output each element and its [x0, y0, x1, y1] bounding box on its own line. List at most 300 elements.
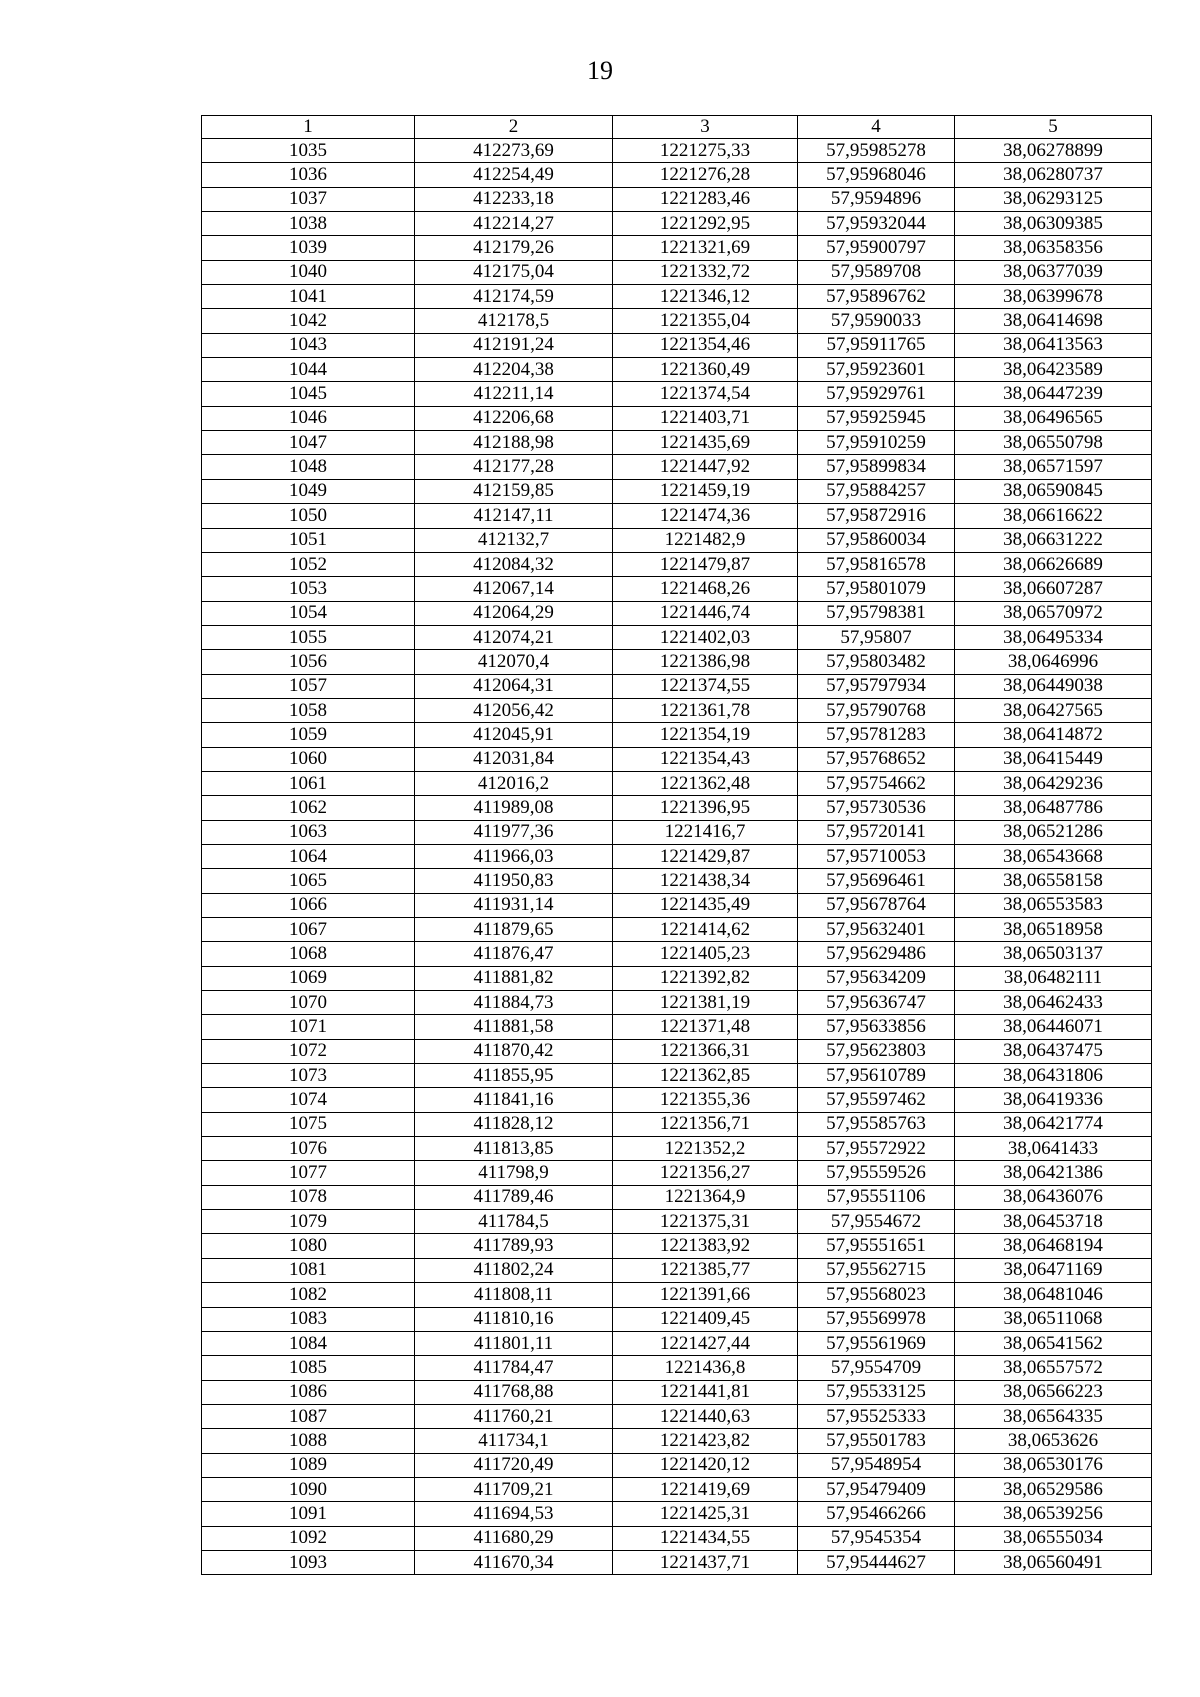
point-number-cell: 1058 [202, 698, 415, 722]
point-number-cell: 1077 [202, 1161, 415, 1185]
latitude-cell: 57,95561969 [798, 1331, 955, 1355]
point-number-cell: 1047 [202, 431, 415, 455]
longitude-cell: 38,06495334 [955, 625, 1152, 649]
latitude-cell: 57,95730536 [798, 796, 955, 820]
table-row [202, 1477, 1152, 1501]
latitude-cell: 57,95798381 [798, 601, 955, 625]
table-row [202, 820, 1152, 844]
table-row [202, 1210, 1152, 1234]
x-coordinate-cell: 411876,47 [415, 942, 613, 966]
point-number-cell: 1081 [202, 1258, 415, 1282]
table-row [202, 1429, 1152, 1453]
table-row [202, 431, 1152, 455]
point-number-cell: 1086 [202, 1380, 415, 1404]
table-row [202, 212, 1152, 236]
longitude-cell: 38,06539256 [955, 1502, 1152, 1526]
x-coordinate-cell: 411801,11 [415, 1331, 613, 1355]
y-coordinate-cell: 1221355,36 [613, 1088, 798, 1112]
latitude-cell: 57,95872916 [798, 504, 955, 528]
latitude-cell: 57,95696461 [798, 869, 955, 893]
table-row [202, 674, 1152, 698]
x-coordinate-cell: 412031,84 [415, 747, 613, 771]
longitude-cell: 38,06553583 [955, 893, 1152, 917]
coordinates-table [201, 115, 1152, 1575]
point-number-cell: 1084 [202, 1331, 415, 1355]
longitude-cell: 38,06482111 [955, 966, 1152, 990]
point-number-cell: 1073 [202, 1064, 415, 1088]
column-header: 4 [798, 116, 955, 139]
longitude-cell: 38,06421386 [955, 1161, 1152, 1185]
table-row [202, 1015, 1152, 1039]
y-coordinate-cell: 1221356,71 [613, 1112, 798, 1136]
table-row [202, 1404, 1152, 1428]
point-number-cell: 1078 [202, 1185, 415, 1209]
point-number-cell: 1061 [202, 771, 415, 795]
point-number-cell: 1045 [202, 382, 415, 406]
y-coordinate-cell: 1221403,71 [613, 406, 798, 430]
point-number-cell: 1072 [202, 1039, 415, 1063]
latitude-cell: 57,95551106 [798, 1185, 955, 1209]
y-coordinate-cell: 1221437,71 [613, 1550, 798, 1574]
table-row [202, 796, 1152, 820]
column-header: 5 [955, 116, 1152, 139]
latitude-cell: 57,95803482 [798, 650, 955, 674]
x-coordinate-cell: 411670,34 [415, 1550, 613, 1574]
latitude-cell: 57,95720141 [798, 820, 955, 844]
point-number-cell: 1087 [202, 1404, 415, 1428]
latitude-cell: 57,95896762 [798, 285, 955, 309]
table-row [202, 285, 1152, 309]
longitude-cell: 38,06590845 [955, 479, 1152, 503]
point-number-cell: 1071 [202, 1015, 415, 1039]
point-number-cell: 1068 [202, 942, 415, 966]
x-coordinate-cell: 411855,95 [415, 1064, 613, 1088]
table-row [202, 358, 1152, 382]
point-number-cell: 1092 [202, 1526, 415, 1550]
point-number-cell: 1043 [202, 333, 415, 357]
table-row [202, 942, 1152, 966]
x-coordinate-cell: 411931,14 [415, 893, 613, 917]
y-coordinate-cell: 1221392,82 [613, 966, 798, 990]
latitude-cell: 57,95479409 [798, 1477, 955, 1501]
latitude-cell: 57,95610789 [798, 1064, 955, 1088]
y-coordinate-cell: 1221383,92 [613, 1234, 798, 1258]
longitude-cell: 38,06423589 [955, 358, 1152, 382]
longitude-cell: 38,06530176 [955, 1453, 1152, 1477]
point-number-cell: 1070 [202, 991, 415, 1015]
x-coordinate-cell: 412067,14 [415, 577, 613, 601]
x-coordinate-cell: 412016,2 [415, 771, 613, 795]
longitude-cell: 38,0641433 [955, 1137, 1152, 1161]
longitude-cell: 38,06415449 [955, 747, 1152, 771]
y-coordinate-cell: 1221354,19 [613, 723, 798, 747]
x-coordinate-cell: 411881,58 [415, 1015, 613, 1039]
point-number-cell: 1080 [202, 1234, 415, 1258]
column-header: 1 [202, 116, 415, 139]
latitude-cell: 57,9554672 [798, 1210, 955, 1234]
point-number-cell: 1062 [202, 796, 415, 820]
latitude-cell: 57,95585763 [798, 1112, 955, 1136]
y-coordinate-cell: 1221364,9 [613, 1185, 798, 1209]
table-row [202, 382, 1152, 406]
y-coordinate-cell: 1221375,31 [613, 1210, 798, 1234]
y-coordinate-cell: 1221354,43 [613, 747, 798, 771]
y-coordinate-cell: 1221385,77 [613, 1258, 798, 1282]
longitude-cell: 38,06446071 [955, 1015, 1152, 1039]
table-row [202, 528, 1152, 552]
point-number-cell: 1074 [202, 1088, 415, 1112]
latitude-cell: 57,95634209 [798, 966, 955, 990]
longitude-cell: 38,06557572 [955, 1356, 1152, 1380]
x-coordinate-cell: 411784,5 [415, 1210, 613, 1234]
longitude-cell: 38,06421774 [955, 1112, 1152, 1136]
longitude-cell: 38,0646996 [955, 650, 1152, 674]
longitude-cell: 38,06436076 [955, 1185, 1152, 1209]
latitude-cell: 57,95636747 [798, 991, 955, 1015]
longitude-cell: 38,06413563 [955, 333, 1152, 357]
longitude-cell: 38,06414872 [955, 723, 1152, 747]
longitude-cell: 38,06616622 [955, 504, 1152, 528]
latitude-cell: 57,95623803 [798, 1039, 955, 1063]
longitude-cell: 38,06309385 [955, 212, 1152, 236]
table-row [202, 844, 1152, 868]
point-number-cell: 1048 [202, 455, 415, 479]
latitude-cell: 57,95781283 [798, 723, 955, 747]
table-row [202, 1064, 1152, 1088]
longitude-cell: 38,06449038 [955, 674, 1152, 698]
column-header: 3 [613, 116, 798, 139]
latitude-cell: 57,95533125 [798, 1380, 955, 1404]
x-coordinate-cell: 412206,68 [415, 406, 613, 430]
latitude-cell: 57,95807 [798, 625, 955, 649]
table-row [202, 406, 1152, 430]
table-row [202, 260, 1152, 284]
point-number-cell: 1038 [202, 212, 415, 236]
latitude-cell: 57,95444627 [798, 1550, 955, 1574]
x-coordinate-cell: 411784,47 [415, 1356, 613, 1380]
longitude-cell: 38,06471169 [955, 1258, 1152, 1282]
x-coordinate-cell: 411760,21 [415, 1404, 613, 1428]
x-coordinate-cell: 412214,27 [415, 212, 613, 236]
x-coordinate-cell: 411734,1 [415, 1429, 613, 1453]
x-coordinate-cell: 412178,5 [415, 309, 613, 333]
table-row [202, 333, 1152, 357]
latitude-cell: 57,95860034 [798, 528, 955, 552]
x-coordinate-cell: 411841,16 [415, 1088, 613, 1112]
y-coordinate-cell: 1221420,12 [613, 1453, 798, 1477]
point-number-cell: 1050 [202, 504, 415, 528]
table-row [202, 1502, 1152, 1526]
longitude-cell: 38,06278899 [955, 139, 1152, 163]
y-coordinate-cell: 1221391,66 [613, 1283, 798, 1307]
point-number-cell: 1054 [202, 601, 415, 625]
x-coordinate-cell: 412064,31 [415, 674, 613, 698]
point-number-cell: 1064 [202, 844, 415, 868]
x-coordinate-cell: 411789,93 [415, 1234, 613, 1258]
y-coordinate-cell: 1221482,9 [613, 528, 798, 552]
y-coordinate-cell: 1221354,46 [613, 333, 798, 357]
longitude-cell: 38,06529586 [955, 1477, 1152, 1501]
y-coordinate-cell: 1221356,27 [613, 1161, 798, 1185]
latitude-cell: 57,95968046 [798, 163, 955, 187]
y-coordinate-cell: 1221362,85 [613, 1064, 798, 1088]
latitude-cell: 57,9594896 [798, 187, 955, 211]
x-coordinate-cell: 412056,42 [415, 698, 613, 722]
latitude-cell: 57,95572922 [798, 1137, 955, 1161]
longitude-cell: 38,06541562 [955, 1331, 1152, 1355]
x-coordinate-cell: 411966,03 [415, 844, 613, 868]
table-row [202, 455, 1152, 479]
longitude-cell: 38,06414698 [955, 309, 1152, 333]
x-coordinate-cell: 412191,24 [415, 333, 613, 357]
point-number-cell: 1091 [202, 1502, 415, 1526]
longitude-cell: 38,06570972 [955, 601, 1152, 625]
longitude-cell: 38,06518958 [955, 918, 1152, 942]
table-row [202, 1307, 1152, 1331]
latitude-cell: 57,95629486 [798, 942, 955, 966]
table-row [202, 1283, 1152, 1307]
y-coordinate-cell: 1221275,33 [613, 139, 798, 163]
y-coordinate-cell: 1221396,95 [613, 796, 798, 820]
x-coordinate-cell: 411950,83 [415, 869, 613, 893]
table-row [202, 1550, 1152, 1574]
x-coordinate-cell: 412211,14 [415, 382, 613, 406]
longitude-cell: 38,06293125 [955, 187, 1152, 211]
longitude-cell: 38,06431806 [955, 1064, 1152, 1088]
point-number-cell: 1036 [202, 163, 415, 187]
latitude-cell: 57,95466266 [798, 1502, 955, 1526]
longitude-cell: 38,06543668 [955, 844, 1152, 868]
longitude-cell: 38,06427565 [955, 698, 1152, 722]
y-coordinate-cell: 1221435,49 [613, 893, 798, 917]
x-coordinate-cell: 411768,88 [415, 1380, 613, 1404]
x-coordinate-cell: 411884,73 [415, 991, 613, 1015]
y-coordinate-cell: 1221355,04 [613, 309, 798, 333]
longitude-cell: 38,06481046 [955, 1283, 1152, 1307]
x-coordinate-cell: 412084,32 [415, 552, 613, 576]
latitude-cell: 57,9545354 [798, 1526, 955, 1550]
point-number-cell: 1069 [202, 966, 415, 990]
table-row [202, 1112, 1152, 1136]
point-number-cell: 1075 [202, 1112, 415, 1136]
point-number-cell: 1053 [202, 577, 415, 601]
latitude-cell: 57,95562715 [798, 1258, 955, 1282]
latitude-cell: 57,9554709 [798, 1356, 955, 1380]
latitude-cell: 57,95710053 [798, 844, 955, 868]
x-coordinate-cell: 412233,18 [415, 187, 613, 211]
point-number-cell: 1059 [202, 723, 415, 747]
point-number-cell: 1051 [202, 528, 415, 552]
longitude-cell: 38,06555034 [955, 1526, 1152, 1550]
y-coordinate-cell: 1221441,81 [613, 1380, 798, 1404]
y-coordinate-cell: 1221346,12 [613, 285, 798, 309]
x-coordinate-cell: 412064,29 [415, 601, 613, 625]
table-row [202, 1453, 1152, 1477]
table-row [202, 552, 1152, 576]
y-coordinate-cell: 1221374,54 [613, 382, 798, 406]
point-number-cell: 1082 [202, 1283, 415, 1307]
table-header-row [202, 116, 1152, 139]
y-coordinate-cell: 1221352,2 [613, 1137, 798, 1161]
y-coordinate-cell: 1221321,69 [613, 236, 798, 260]
latitude-cell: 57,95932044 [798, 212, 955, 236]
x-coordinate-cell: 412159,85 [415, 479, 613, 503]
page-number: 19 [587, 56, 613, 85]
y-coordinate-cell: 1221405,23 [613, 942, 798, 966]
table-row [202, 918, 1152, 942]
table-row [202, 698, 1152, 722]
table-row [202, 504, 1152, 528]
x-coordinate-cell: 412273,69 [415, 139, 613, 163]
y-coordinate-cell: 1221436,8 [613, 1356, 798, 1380]
x-coordinate-cell: 411810,16 [415, 1307, 613, 1331]
point-number-cell: 1089 [202, 1453, 415, 1477]
table-row [202, 723, 1152, 747]
latitude-cell: 57,95551651 [798, 1234, 955, 1258]
table-row [202, 163, 1152, 187]
latitude-cell: 57,95816578 [798, 552, 955, 576]
point-number-cell: 1056 [202, 650, 415, 674]
table-row [202, 625, 1152, 649]
latitude-cell: 57,95790768 [798, 698, 955, 722]
point-number-cell: 1063 [202, 820, 415, 844]
table-row [202, 577, 1152, 601]
point-number-cell: 1055 [202, 625, 415, 649]
y-coordinate-cell: 1221366,31 [613, 1039, 798, 1063]
point-number-cell: 1052 [202, 552, 415, 576]
latitude-cell: 57,95900797 [798, 236, 955, 260]
x-coordinate-cell: 412074,21 [415, 625, 613, 649]
point-number-cell: 1065 [202, 869, 415, 893]
longitude-cell: 38,06631222 [955, 528, 1152, 552]
y-coordinate-cell: 1221427,44 [613, 1331, 798, 1355]
longitude-cell: 38,06564335 [955, 1404, 1152, 1428]
latitude-cell: 57,95910259 [798, 431, 955, 455]
table-row [202, 309, 1152, 333]
table-row [202, 1185, 1152, 1209]
y-coordinate-cell: 1221479,87 [613, 552, 798, 576]
table-row [202, 1137, 1152, 1161]
latitude-cell: 57,95884257 [798, 479, 955, 503]
latitude-cell: 57,95923601 [798, 358, 955, 382]
latitude-cell: 57,95568023 [798, 1283, 955, 1307]
longitude-cell: 38,06462433 [955, 991, 1152, 1015]
point-number-cell: 1060 [202, 747, 415, 771]
x-coordinate-cell: 412175,04 [415, 260, 613, 284]
longitude-cell: 38,06280737 [955, 163, 1152, 187]
x-coordinate-cell: 412188,98 [415, 431, 613, 455]
x-coordinate-cell: 411870,42 [415, 1039, 613, 1063]
latitude-cell: 57,95911765 [798, 333, 955, 357]
point-number-cell: 1076 [202, 1137, 415, 1161]
longitude-cell: 38,06377039 [955, 260, 1152, 284]
latitude-cell: 57,95525333 [798, 1404, 955, 1428]
x-coordinate-cell: 411828,12 [415, 1112, 613, 1136]
x-coordinate-cell: 412174,59 [415, 285, 613, 309]
point-number-cell: 1066 [202, 893, 415, 917]
longitude-cell: 38,06503137 [955, 942, 1152, 966]
longitude-cell: 38,06429236 [955, 771, 1152, 795]
point-number-cell: 1037 [202, 187, 415, 211]
longitude-cell: 38,06419336 [955, 1088, 1152, 1112]
longitude-cell: 38,06566223 [955, 1380, 1152, 1404]
point-number-cell: 1079 [202, 1210, 415, 1234]
point-number-cell: 1085 [202, 1356, 415, 1380]
table-row [202, 1331, 1152, 1355]
y-coordinate-cell: 1221429,87 [613, 844, 798, 868]
point-number-cell: 1040 [202, 260, 415, 284]
point-number-cell: 1049 [202, 479, 415, 503]
table-row [202, 1356, 1152, 1380]
x-coordinate-cell: 411709,21 [415, 1477, 613, 1501]
y-coordinate-cell: 1221371,48 [613, 1015, 798, 1039]
table-row [202, 187, 1152, 211]
latitude-cell: 57,95633856 [798, 1015, 955, 1039]
column-header: 2 [415, 116, 613, 139]
point-number-cell: 1041 [202, 285, 415, 309]
table-row [202, 139, 1152, 163]
longitude-cell: 38,06468194 [955, 1234, 1152, 1258]
table-row [202, 479, 1152, 503]
point-number-cell: 1035 [202, 139, 415, 163]
point-number-cell: 1067 [202, 918, 415, 942]
latitude-cell: 57,9589708 [798, 260, 955, 284]
x-coordinate-cell: 411789,46 [415, 1185, 613, 1209]
x-coordinate-cell: 411881,82 [415, 966, 613, 990]
table-row [202, 1380, 1152, 1404]
longitude-cell: 38,06626689 [955, 552, 1152, 576]
latitude-cell: 57,95559526 [798, 1161, 955, 1185]
x-coordinate-cell: 412204,38 [415, 358, 613, 382]
y-coordinate-cell: 1221440,63 [613, 1404, 798, 1428]
table-row [202, 966, 1152, 990]
y-coordinate-cell: 1221360,49 [613, 358, 798, 382]
y-coordinate-cell: 1221292,95 [613, 212, 798, 236]
x-coordinate-cell: 412070,4 [415, 650, 613, 674]
latitude-cell: 57,95985278 [798, 139, 955, 163]
y-coordinate-cell: 1221276,28 [613, 163, 798, 187]
x-coordinate-cell: 411808,11 [415, 1283, 613, 1307]
table-row [202, 1234, 1152, 1258]
point-number-cell: 1088 [202, 1429, 415, 1453]
longitude-cell: 38,06399678 [955, 285, 1152, 309]
table-body [202, 139, 1152, 1575]
point-number-cell: 1090 [202, 1477, 415, 1501]
latitude-cell: 57,95768652 [798, 747, 955, 771]
y-coordinate-cell: 1221332,72 [613, 260, 798, 284]
table-row [202, 236, 1152, 260]
latitude-cell: 57,95597462 [798, 1088, 955, 1112]
y-coordinate-cell: 1221414,62 [613, 918, 798, 942]
y-coordinate-cell: 1221438,34 [613, 869, 798, 893]
longitude-cell: 38,06487786 [955, 796, 1152, 820]
table-row [202, 893, 1152, 917]
y-coordinate-cell: 1221419,69 [613, 1477, 798, 1501]
longitude-cell: 38,06447239 [955, 382, 1152, 406]
table-row [202, 771, 1152, 795]
x-coordinate-cell: 411680,29 [415, 1526, 613, 1550]
x-coordinate-cell: 411694,53 [415, 1502, 613, 1526]
longitude-cell: 38,06496565 [955, 406, 1152, 430]
x-coordinate-cell: 411802,24 [415, 1258, 613, 1282]
point-number-cell: 1042 [202, 309, 415, 333]
x-coordinate-cell: 411813,85 [415, 1137, 613, 1161]
latitude-cell: 57,95899834 [798, 455, 955, 479]
latitude-cell: 57,95925945 [798, 406, 955, 430]
latitude-cell: 57,95678764 [798, 893, 955, 917]
y-coordinate-cell: 1221425,31 [613, 1502, 798, 1526]
latitude-cell: 57,95569978 [798, 1307, 955, 1331]
